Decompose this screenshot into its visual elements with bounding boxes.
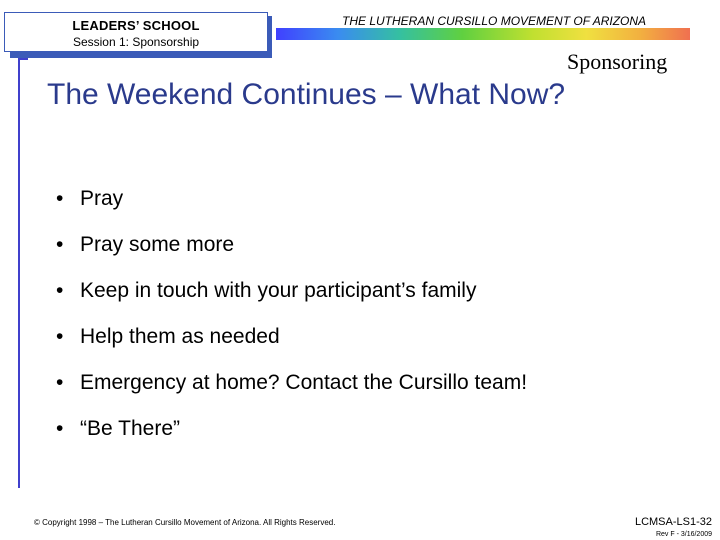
school-title: LEADERS’ SCHOOL [72,18,200,33]
bullet-dot: • [56,187,64,210]
rainbow-bar [276,28,690,40]
section-label: Sponsoring [567,49,668,74]
bullet-text: Help them as needed [80,325,280,348]
bullet-text: “Be There” [80,417,180,440]
bullet-dot: • [56,371,64,394]
school-header-box [4,12,268,52]
document-code: LCMSA-LS1-32 [634,516,712,528]
bullet-dot: • [56,325,64,348]
bullet-text: Keep in touch with your participant’s family [80,279,477,302]
bullet-text: Emergency at home? Contact the Cursillo team! [80,371,528,394]
bullet-dot: • [56,279,64,302]
session-label: Session 1: Sponsorship [72,35,200,49]
bullet-dot: • [56,417,64,440]
page-title: The Weekend Continues – What Now? [47,78,566,111]
vertical-divider [18,58,20,488]
copyright-notice: © Copyright 1998 – The Lutheran Cursillo Movement of Arizona. All Rights Reserved. [34,518,336,527]
organization-name: THE LUTHERAN CURSILLO MOVEMENT OF ARIZONA [342,14,647,28]
bullet-text: Pray some more [80,233,235,256]
bullet-dot: • [56,233,64,256]
bullet-text: Pray [80,187,124,210]
revision-label: Rev F - 3/16/2009 [655,531,712,538]
